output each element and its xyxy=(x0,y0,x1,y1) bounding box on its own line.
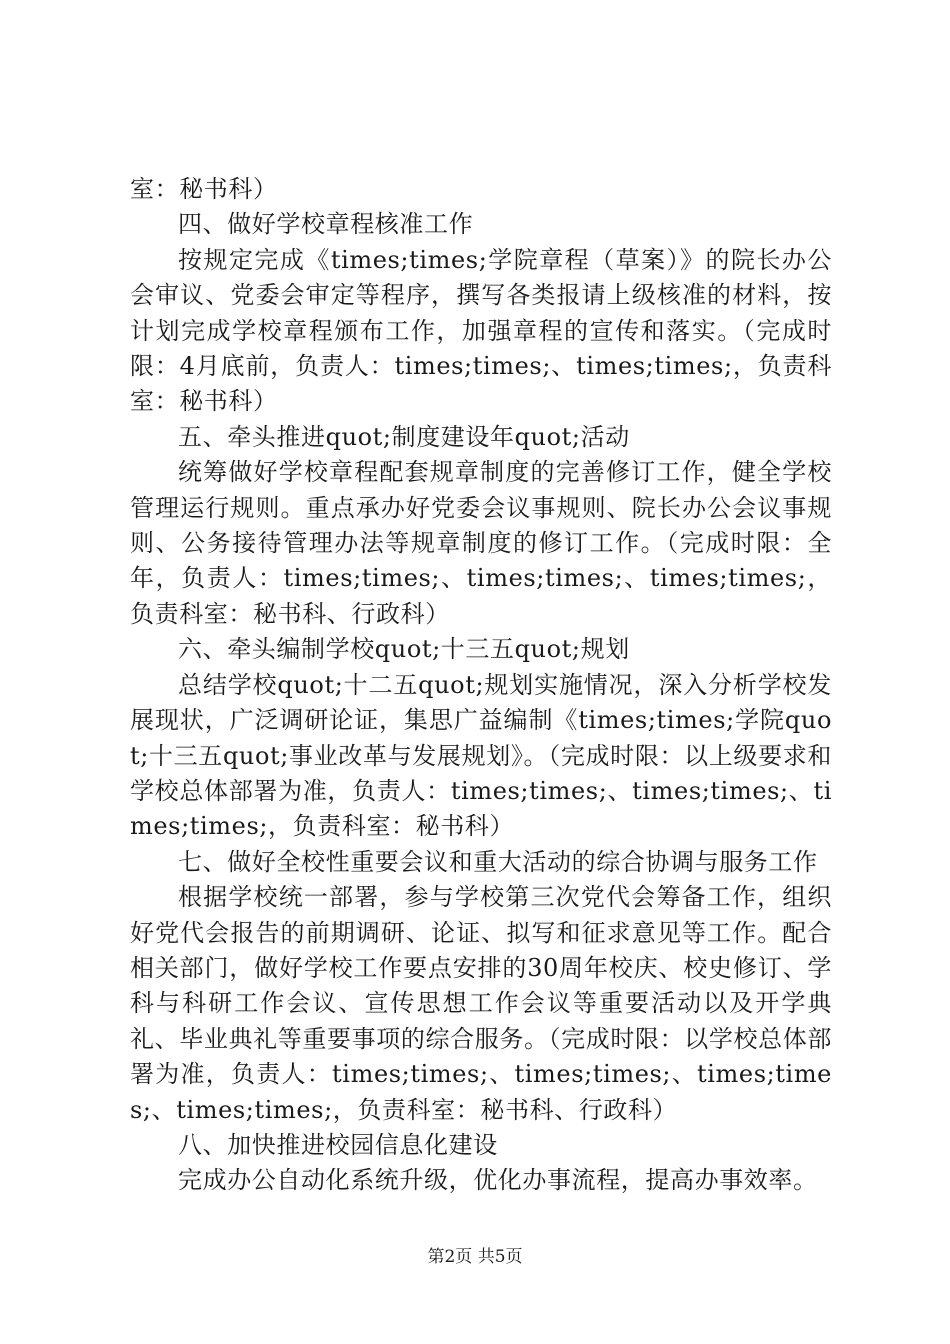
body-paragraph: 总结学校quot;十二五quot;规划实施情况，深入分析学校发展现状，广泛调研论证，集思广益编制《times;times;学院quot;十三五quot;事业改革与发展规划》。（完成时限：以上级要求和学校总体部署为准，负责人：times;times;、times;times;、times;times;，负责科室：秘书科） xyxy=(130,670,832,841)
body-paragraph: 按规定完成《times;times;学院章程（草案）》的院长办公会审议、党委会审定等程序，撰写各类报请上级核准的材料，按计划完成学校章程颁布工作，加强章程的宣传和落实。（完成时限：4月底前，负责人：times;times;、times;times;，负责科室：秘书科） xyxy=(130,245,832,416)
section-heading: 四、做好学校章程核准工作 xyxy=(178,210,474,239)
section-heading: 六、牵头编制学校quot;十三五quot;规划 xyxy=(178,635,630,664)
section-heading: 五、牵头推进quot;制度建设年quot;活动 xyxy=(178,422,630,451)
paragraph-continuation: 室：秘书科） xyxy=(130,175,278,203)
section-heading: 七、做好全校性重要会议和重大活动的综合协调与服务工作 xyxy=(178,847,818,876)
section-heading: 八、加快推进校园信息化建设 xyxy=(178,1130,498,1159)
page-number-footer: 第2页 共5页 xyxy=(427,1247,523,1267)
body-paragraph: 根据学校统一部署，参与学校第三次党代会筹备工作，组织好党代会报告的前期调研、论证、拟写和征求意见等工作。配合相关部门，做好学校工作要点安排的30周年校庆、校史修订、学科与科研工作会议、宣传思想工作会议等重要活动以及开学典礼、毕业典礼等重要事项的综合服务。（完成时限：以学校总体部署为准，负责人：times;times;、times;times;、times;times;、times;times;，负责科室：秘书科、行政科） xyxy=(130,883,832,1124)
body-paragraph: 完成办公自动化系统升级，优化办事流程，提高办事效率。 xyxy=(178,1166,818,1195)
body-paragraph: 统筹做好学校章程配套规章制度的完善修订工作，健全学校管理运行规则。重点承办好党委会议事规则、院长办公会议事规则、公务接待管理办法等规章制度的修订工作。（完成时限：全年，负责人：times;times;、times;times;、times;times;，负责科室：秘书科、行政科） xyxy=(130,458,832,628)
document-body xyxy=(130,172,832,1199)
